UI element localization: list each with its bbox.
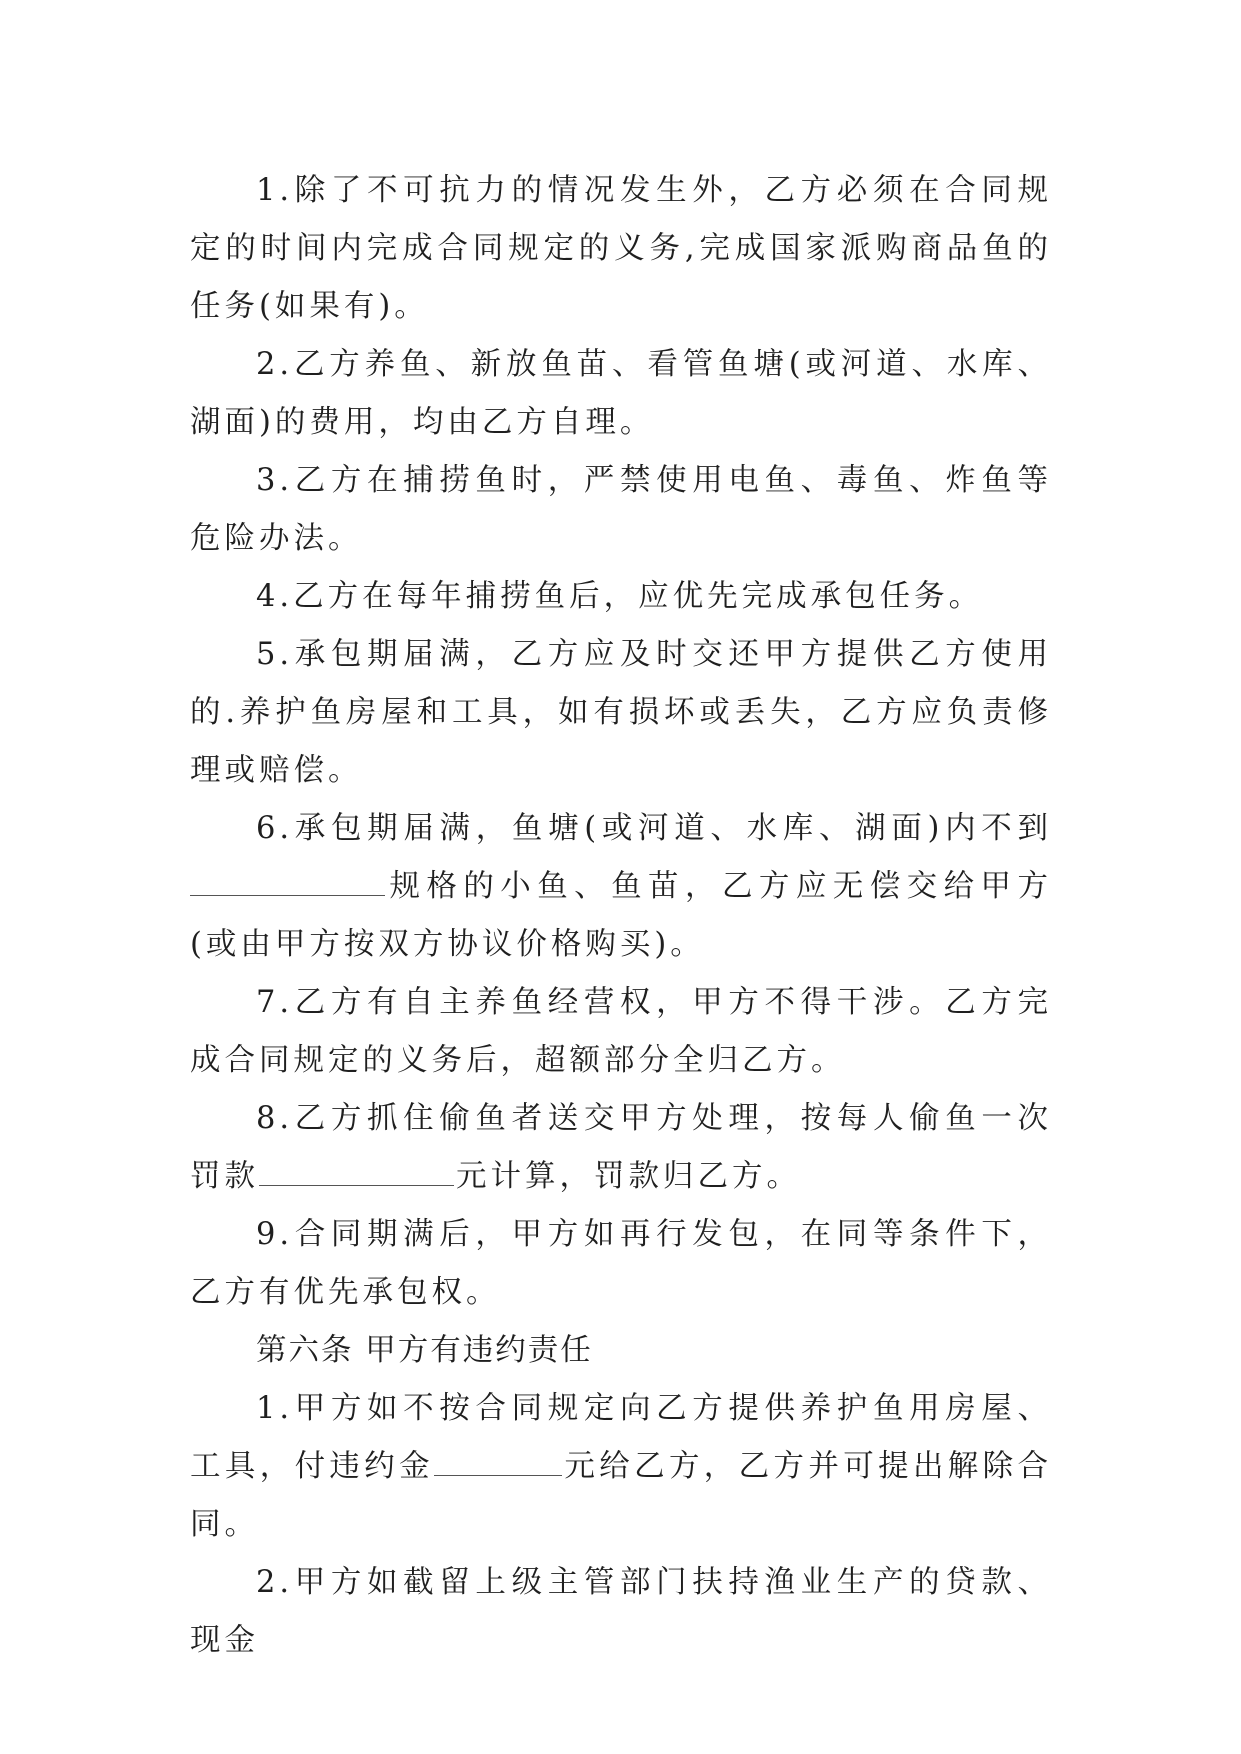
fill-blank-penalty[interactable]: [434, 1445, 562, 1476]
clause-8: [190, 1090, 1052, 1206]
section-heading: 第六条 甲方有违约责任: [256, 1333, 593, 1368]
document-body: [190, 162, 1052, 1670]
section-clause-1: [190, 1380, 1052, 1554]
fill-blank-size[interactable]: [190, 865, 385, 896]
clause-5: 5.承包期届满，乙方应及时交还甲方提供乙方使用的.养护鱼房屋和工具，如有损坏或丢失，乙方应负责修理或赔偿。: [190, 637, 1052, 788]
section-clause-2: 2.甲方如截留上级主管部门扶持渔业生产的贷款、现金: [190, 1565, 1052, 1658]
clause-6: [190, 800, 1052, 974]
clause-9: 9.合同期满后，甲方如再行发包，在同等条件下，乙方有优先承包权。: [190, 1217, 1052, 1310]
clause-4: 4.乙方在每年捕捞鱼后，应优先完成承包任务。: [256, 579, 984, 614]
clause-6-text-after: 规格的小鱼、鱼苗，乙方应无偿交给甲方(或由甲方按双方协议价格购买)。: [190, 869, 1052, 962]
clause-7: 7.乙方有自主养鱼经营权，甲方不得干涉。乙方完成合同规定的义务后，超额部分全归乙方。: [190, 985, 1052, 1078]
clause-8-text-after: 元计算，罚款归乙方。: [456, 1159, 801, 1194]
section-clause-1-after: 元给乙方，乙方并可提出解除合同。: [190, 1449, 1053, 1542]
clause-2: 2.乙方养鱼、新放鱼苗、看管鱼塘(或河道、水库、湖面)的费用，均由乙方自理。: [190, 347, 1052, 440]
fill-blank-fine[interactable]: [259, 1155, 454, 1186]
section-clause-1-text: 1.甲方如不按合同规定向乙方提供养护鱼用房屋、工具，: [190, 1391, 1052, 1484]
clause-1: 1.除了不可抗力的情况发生外，乙方必须在合同规定的时间内完成合同规定的义务,完成国家派购商品鱼的任务(如果有)。: [190, 173, 1052, 324]
clause-8-text-before: 8.乙方抓住偷鱼者送交甲方处理，按每人偷鱼一次罚款: [190, 1101, 1052, 1194]
clause-3: 3.乙方在捕捞鱼时，严禁使用电鱼、毒鱼、炸鱼等危险办法。: [190, 463, 1052, 556]
section-clause-1-before: 付违约金: [294, 1449, 435, 1484]
clause-6-text-before: 6.承包期届满，鱼塘(或河道、水库、湖面)内不到: [256, 811, 1052, 846]
